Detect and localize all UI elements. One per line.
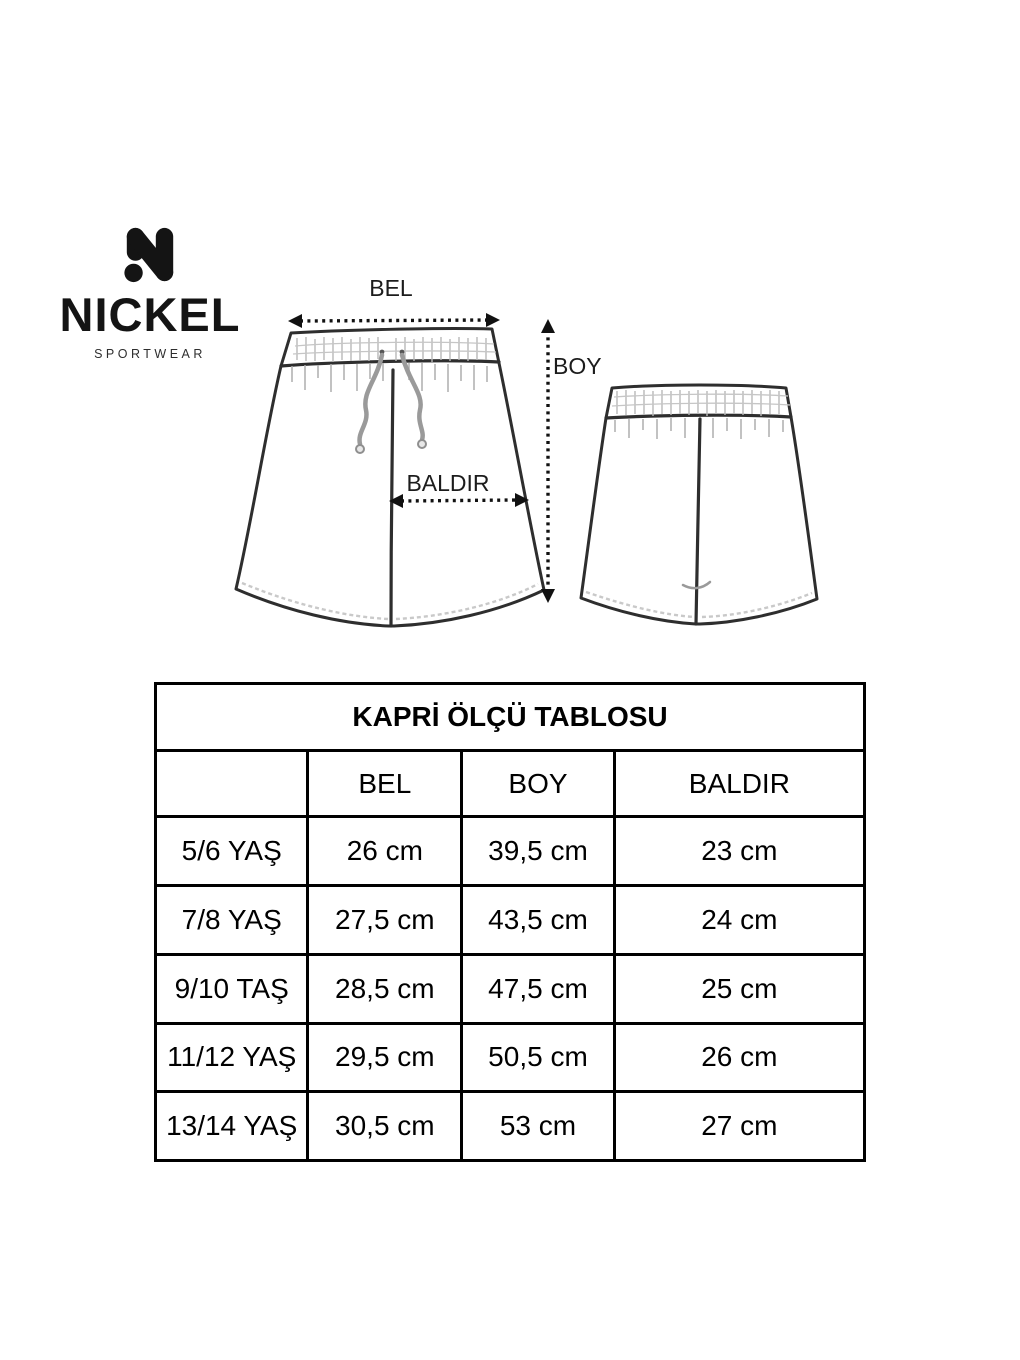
bel-label: BEL: [369, 275, 413, 301]
boy-cell: 39,5 cm: [462, 817, 614, 886]
boy-cell: 43,5 cm: [462, 886, 614, 955]
table-row: [156, 817, 865, 886]
table-row: [156, 886, 865, 955]
size-cell: 7/8 YAŞ: [156, 886, 308, 955]
brand-name: NICKEL: [59, 288, 241, 341]
size-cell: 5/6 YAŞ: [156, 817, 308, 886]
boy-cell: 50,5 cm: [462, 1023, 614, 1092]
bel-cell: 28,5 cm: [308, 954, 462, 1023]
size-table: [154, 682, 866, 1162]
shorts-back-drawing: [581, 385, 817, 624]
baldir-label: BALDIR: [406, 470, 490, 496]
boy-cell: 53 cm: [462, 1092, 614, 1161]
size-cell: 11/12 YAŞ: [156, 1023, 308, 1092]
bel-arrow: [288, 313, 500, 328]
table-row: [156, 1023, 865, 1092]
bel-cell: 29,5 cm: [308, 1023, 462, 1092]
baldir-cell: 25 cm: [614, 954, 864, 1023]
header-cell-boy: BOY: [462, 750, 614, 817]
boy-label: BOY: [553, 353, 602, 379]
size-cell: 9/10 TAŞ: [156, 954, 308, 1023]
size-table-title: KAPRİ ÖLÇÜ TABLOSU: [156, 684, 865, 751]
header-cell-bel: BEL: [308, 750, 462, 817]
boy-cell: 47,5 cm: [462, 954, 614, 1023]
baldir-cell: 26 cm: [614, 1023, 864, 1092]
size-table-header-row: [156, 750, 865, 817]
table-row: [156, 954, 865, 1023]
baldir-cell: 24 cm: [614, 886, 864, 955]
table-row: [156, 1092, 865, 1161]
nickel-logo-icon: [121, 226, 179, 284]
header-cell-size: [156, 750, 308, 817]
bel-cell: 27,5 cm: [308, 886, 462, 955]
shorts-measurement-diagram: [210, 270, 880, 650]
baldir-cell: 23 cm: [614, 817, 864, 886]
size-cell: 13/14 YAŞ: [156, 1092, 308, 1161]
bel-cell: 26 cm: [308, 817, 462, 886]
shorts-front-drawing: [236, 329, 544, 626]
header-cell-baldir: BALDIR: [614, 750, 864, 817]
brand-tagline: SPORTWEAR: [94, 347, 206, 361]
bel-cell: 30,5 cm: [308, 1092, 462, 1161]
baldir-cell: 27 cm: [614, 1092, 864, 1161]
